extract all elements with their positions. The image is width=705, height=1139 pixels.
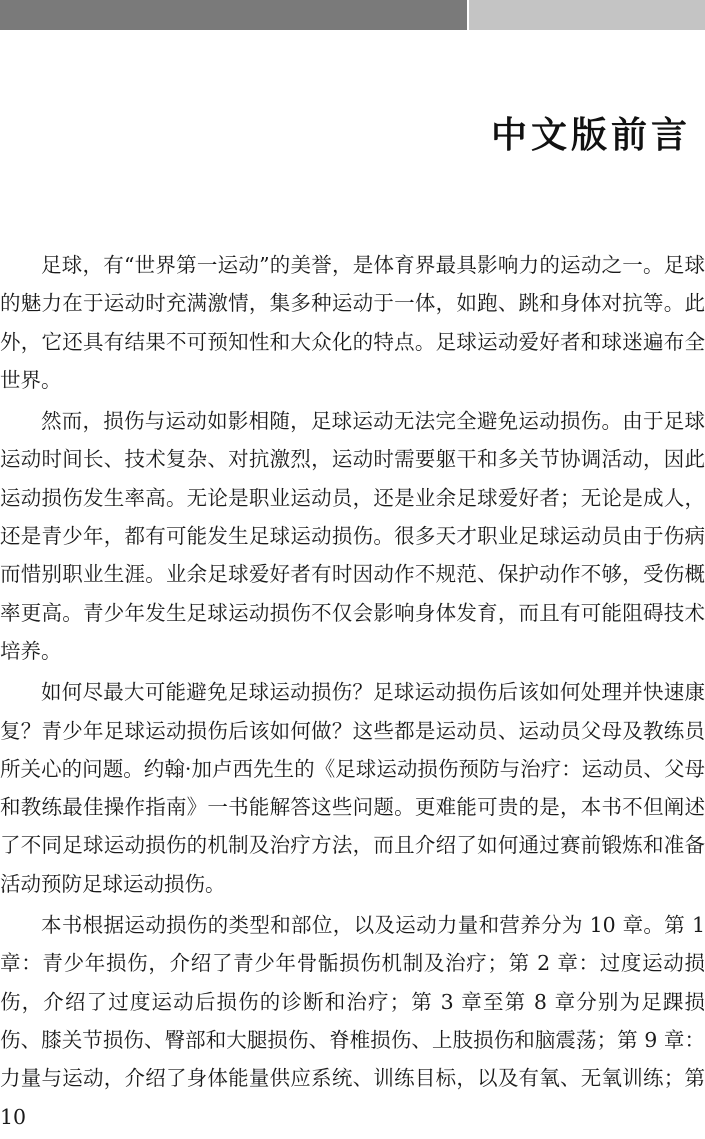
page-title: 中文版前言 <box>490 115 691 156</box>
paragraph-4: 本书根据运动损伤的类型和部位，以及运动力量和营养分为 10 章。第 1 章：青少年损伤，介绍了青少年骨骺损伤机制及治疗；第 2 章：过度运动损伤，介绍了过度运动后损伤的诊断和治疗；第 3 章至第 8 章分别为足踝损伤、膝关节损伤、臀部和大腿损伤、脊椎损伤、上肢损伤和脑震荡；第 9 章：力量与运动，介绍了身体能量供应系统、训练目标，以及有氧、无氧训练；第 10 <box>0 913 705 1129</box>
paragraph-2: 然而，损伤与运动如影相随，足球运动无法完全避免运动损伤。由于足球运动时间长、技术复杂、对抗激烈，运动时需要躯干和多关节协调活动，因此运动损伤发生率高。无论是职业运动员，还是业余足球爱好者；无论是成人，还是青少年，都有可能发生足球运动损伤。很多天才职业足球运动员由于伤病而惜别职业生涯。业余足球爱好者有时因动作不规范、保护动作不够，受伤概率更高。青少年发生足球运动损伤不仅会影响身体发育，而且有可能阻碍技术培养。 <box>0 409 705 663</box>
paragraph-3: 如何尽最大可能避免足球运动损伤？足球运动损伤后该如何处理并快速康复？青少年足球运动损伤后该如何做？这些都是运动员、运动员父母及教练员所关心的问题。约翰·加卢西先生的《足球运动损伤预防与治疗：运动员、父母和教练最佳操作指南》一书能解答这些问题。更难能可贵的是，本书不但阐述了不同足球运动损伤的机制及治疗方法，而且介绍了如何通过赛前锻炼和准备活动预防足球运动损伤。 <box>0 680 705 896</box>
paragraph-1: 足球，有“世界第一运动”的美誉，是体育界最具影响力的运动之一。足球的魅力在于运动时充满激情，集多种运动于一体，如跑、跳和身体对抗等。此外，它还具有结果不可预知性和大众化的特点。足球运动爱好者和球迷遍布全世界。 <box>0 253 705 392</box>
top-header-band <box>0 0 705 30</box>
header-band-dark <box>0 0 467 30</box>
header-band-light <box>469 0 705 30</box>
preface-body <box>0 246 705 1139</box>
